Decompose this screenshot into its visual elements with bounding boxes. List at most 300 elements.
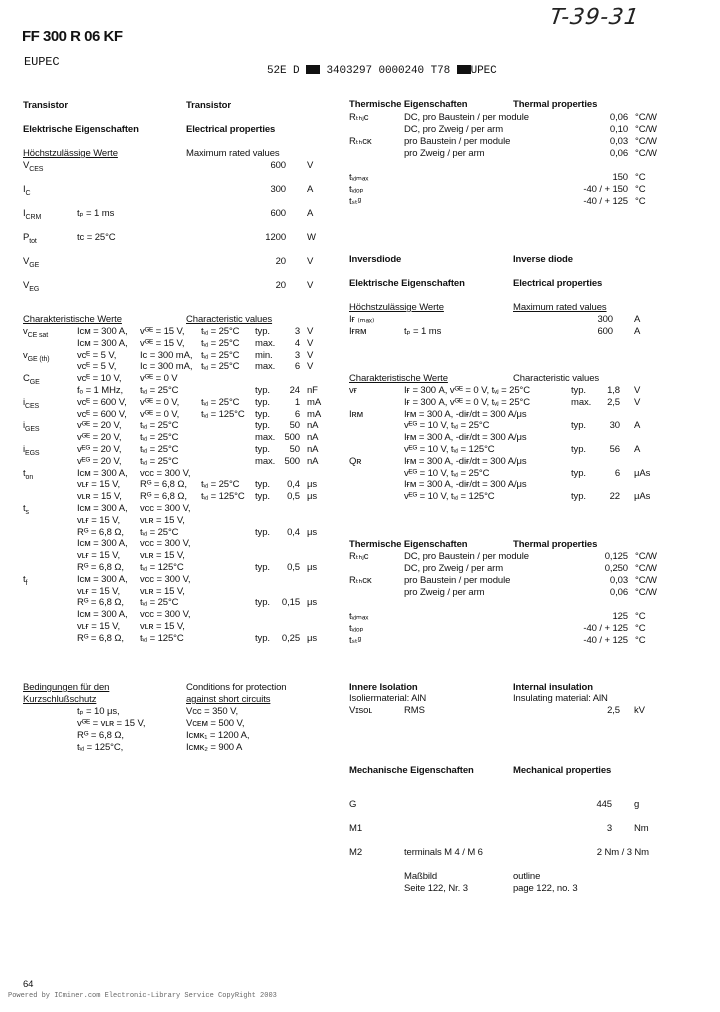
char-row-cond-1: vᴳᴱ = 20 V,	[77, 420, 122, 431]
char-row-symbol	[23, 326, 48, 341]
symbol-subscript: GE	[29, 378, 40, 386]
char-row-kind: max.	[255, 456, 276, 467]
isolation-title-en: Internal insulation	[513, 682, 593, 693]
symbol-subscript: CES	[29, 165, 44, 173]
thermal-row-description: DC, pro Zweig / per arm	[404, 124, 504, 135]
char-row-value: 1	[294, 397, 300, 408]
char-row-cond-1: Iᴄᴍ = 300 A,	[77, 326, 128, 337]
max-row-unit: A	[307, 208, 314, 219]
diode-elec-en: Electrical properties	[513, 278, 603, 289]
mechanical-row-value: 3	[606, 823, 612, 834]
char-row-unit: μs	[307, 479, 318, 490]
thermal-transistor-title-de: Thermische Eigenschaften	[349, 99, 468, 110]
diode-max-unit: A	[634, 314, 641, 325]
short-circuit-left: tₚ = 10 μs,	[77, 706, 120, 717]
page-ref-de: Seite 122, Nr. 3	[404, 883, 468, 894]
char-row-value: 50	[289, 420, 300, 431]
char-row-unit: V	[307, 338, 314, 349]
char-row-cond-2: vᴄᴄ = 300 V,	[140, 468, 191, 479]
char-row-cond-1: Rᴳ = 6,8 Ω,	[77, 562, 124, 573]
char-row-value: 6	[294, 409, 300, 420]
char-row-cond-2: tᵥⱼ = 125°C	[140, 633, 184, 644]
char-row-cond-3: tᵥⱼ = 25°C	[201, 361, 240, 372]
char-row-cond-1: vᴱᴳ = 20 V,	[77, 444, 122, 455]
diode-char-condition: Iғᴍ = 300 A, -diғ/dt = 300 A/μs	[404, 479, 527, 490]
char-row-cond-3: tᵥⱼ = 25°C	[201, 338, 240, 349]
char-row-value: 500	[284, 456, 300, 467]
max-row-unit: V	[307, 280, 314, 291]
char-row-cond-1: vᴱᴳ = 20 V,	[77, 456, 122, 467]
barcode-block-icon	[306, 65, 320, 74]
char-row-kind: typ.	[255, 444, 270, 455]
diode-char-condition: vᴱᴳ = 10 V, tᵥⱼ = 25°C	[404, 420, 490, 431]
symbol-subscript: EG	[29, 285, 40, 293]
max-row-unit: V	[307, 256, 314, 267]
char-row-cond-1: vʟʀ = 15 V,	[77, 491, 122, 502]
thermal-diode-title-en: Thermal properties	[513, 539, 598, 550]
char-row-cond-2: tᵥⱼ = 25°C	[140, 456, 179, 467]
diode-max-symbol: Iғʀᴍ	[349, 326, 367, 337]
outline-en: outline	[513, 871, 541, 882]
diode-char-kind: typ.	[571, 444, 586, 455]
diode-char-condition: vᴱᴳ = 10 V, tᵥⱼ = 125°C	[404, 491, 495, 502]
max-row-value: 20	[275, 280, 286, 291]
char-row-cond-1: vᴄᴱ = 10 V,	[77, 373, 122, 384]
diode-char-symbol: Iʀᴍ	[349, 409, 364, 420]
char-row-symbol	[23, 420, 40, 435]
max-row-value: 300	[270, 184, 286, 195]
char-row-cond-1: vᴄᴱ = 600 V,	[77, 397, 127, 408]
symbol-base: P	[23, 232, 30, 243]
char-row-unit: μs	[307, 633, 318, 644]
diode-char-unit: μAs	[634, 468, 651, 479]
max-row-symbol	[23, 160, 43, 175]
diode-char-value: 1,8	[607, 385, 620, 396]
char-row-symbol	[23, 503, 29, 518]
char-row-cond-2: vʟʀ = 15 V,	[140, 621, 185, 632]
char-row-unit: V	[307, 350, 314, 361]
diode-char-value: 30	[609, 420, 620, 431]
char-row-cond-2: tᵥⱼ = 25°C	[140, 597, 179, 608]
transistor-title-de: Transistor	[23, 100, 68, 111]
copyright-footer: Powered by ICminer.com Electronic-Library Service CopyRight 2003	[8, 992, 277, 1000]
char-row-cond-2: vᴳᴱ = 0 V,	[140, 397, 180, 408]
symbol-base: t	[23, 503, 26, 514]
char-row-cond-2: Rᴳ = 6,8 Ω,	[140, 479, 187, 490]
isolation-condition: RMS	[404, 705, 425, 716]
isolation-title-de: Innere Isolation	[349, 682, 418, 693]
symbol-base: v	[23, 350, 28, 361]
symbol-subscript: CE sat	[27, 331, 49, 339]
diode-char-value: 56	[609, 444, 620, 455]
short-circuit-left: vᴳᴱ = vʟʀ = 15 V,	[77, 718, 146, 729]
thermal-row-symbol: Rₜₕᴄᴋ	[349, 575, 372, 586]
char-row-symbol	[23, 373, 40, 388]
char-row-value: 500	[284, 432, 300, 443]
thermal-diode-title-de: Thermische Eigenschaften	[349, 539, 468, 550]
char-row-cond-2: vᴳᴱ = 15 V,	[140, 326, 185, 337]
char-row-cond-2: Rᴳ = 6,8 Ω,	[140, 491, 187, 502]
thermal-row-description: DC, pro Baustein / per module	[404, 112, 529, 123]
max-row-unit: W	[307, 232, 316, 243]
char-row-cond-1: Rᴳ = 6,8 Ω,	[77, 597, 124, 608]
thermal-row-value: 0,06	[609, 587, 628, 598]
barcode-block-icon	[457, 65, 471, 74]
char-row-cond-2: tᵥⱼ = 25°C	[140, 432, 179, 443]
char-row-cond-1: Iᴄᴍ = 300 A,	[77, 503, 128, 514]
char-row-cond-1: vʟғ = 15 V,	[77, 515, 121, 526]
transistor-title-en: Transistor	[186, 100, 231, 111]
char-row-cond-1: Iᴄᴍ = 300 A,	[77, 468, 128, 479]
thermal-row-unit: °C/W	[635, 575, 657, 586]
thermal-row-unit: °C/W	[635, 551, 657, 562]
diode-char-unit: μAs	[634, 491, 651, 502]
transistor-max-en: Maximum rated values	[186, 148, 280, 159]
short-circuit-title-en-2: against short circuits	[186, 694, 271, 705]
short-circuit-title-en-1: Conditions for protection	[186, 682, 287, 693]
thermal-row-value: -40 / + 125	[583, 623, 628, 634]
max-row-value: 20	[275, 256, 286, 267]
transistor-char-de: Charakteristische Werte	[23, 314, 122, 325]
char-row-kind: typ.	[255, 397, 270, 408]
symbol-subscript: EGS	[25, 449, 40, 457]
max-row-condition: tₚ = 1 ms	[77, 208, 115, 219]
diode-max-value: 300	[597, 314, 613, 325]
char-row-cond-2: vᴄᴄ = 300 V,	[140, 574, 191, 585]
diode-char-kind: typ.	[571, 420, 586, 431]
short-circuit-right: Vᴄᴄ = 350 V,	[186, 706, 239, 717]
mechanical-row-unit: Nm	[634, 823, 649, 834]
char-row-kind: typ.	[255, 479, 270, 490]
thermal-row-symbol: Rₜₕᴄᴋ	[349, 136, 372, 147]
thermal-row-value: 0,250	[604, 563, 628, 574]
symbol-subscript: CRM	[25, 213, 42, 221]
mechanical-row-description: terminals M 4 / M 6	[404, 847, 483, 858]
mechanical-title-de: Mechanische Eigenschaften	[349, 765, 474, 776]
char-row-cond-1: vʟғ = 15 V,	[77, 621, 121, 632]
mechanical-row-symbol: M2	[349, 847, 362, 858]
diode-char-unit: A	[634, 444, 641, 455]
max-row-value: 600	[270, 160, 286, 171]
char-row-cond-1: Iᴄᴍ = 300 A,	[77, 609, 128, 620]
char-row-cond-1: vʟғ = 15 V,	[77, 550, 121, 561]
symbol-base: t	[23, 574, 26, 585]
char-row-cond-2: Iᴄ = 300 mA,	[140, 361, 193, 372]
thermal-row-symbol: tₛₜᵍ	[349, 196, 362, 207]
char-row-kind: typ.	[255, 597, 270, 608]
char-row-value: 0,4	[287, 527, 300, 538]
char-row-cond-1: Rᴳ = 6,8 Ω,	[77, 527, 124, 538]
symbol-base: i	[23, 397, 26, 408]
diode-char-condition: Iғ = 300 A, vᴳᴱ = 0 V, tᵥⱼ = 25°C	[404, 397, 530, 408]
char-row-cond-1: Iᴄᴍ = 300 A,	[77, 574, 128, 585]
thermal-row-value: 0,125	[604, 551, 628, 562]
char-row-kind: typ.	[255, 420, 270, 431]
mechanical-row-value: 445	[596, 799, 612, 810]
symbol-base: I	[23, 184, 26, 195]
short-circuit-left: tᵥⱼ = 125°C,	[77, 742, 124, 753]
mechanical-row-value: 2 Nm / 3 Nm	[596, 847, 649, 858]
char-row-value: 6	[294, 361, 300, 372]
diode-char-value: 2,5	[607, 397, 620, 408]
thermal-row-symbol: tₛₜᵍ	[349, 635, 362, 646]
diode-char-condition: Iғ = 300 A, vᴳᴱ = 0 V, tᵥⱼ = 25°C	[404, 385, 530, 396]
char-row-cond-2: vᴄᴄ = 300 V,	[140, 538, 191, 549]
diode-char-condition: vᴱᴳ = 10 V, tᵥⱼ = 125°C	[404, 444, 495, 455]
symbol-base: i	[23, 444, 26, 455]
char-row-kind: max.	[255, 338, 276, 349]
diode-char-kind: typ.	[571, 385, 586, 396]
max-row-value: 1200	[265, 232, 286, 243]
diode-char-condition: Iғᴍ = 300 A, -diғ/dt = 300 A/μs	[404, 456, 527, 467]
scan-code-number: 3403297 0000240 T78	[326, 65, 451, 77]
symbol-subscript: on	[25, 473, 34, 481]
thermal-transistor-title-en: Thermal properties	[513, 99, 598, 110]
diode-char-unit: V	[634, 397, 641, 408]
short-circuit-left: Rᴳ = 6,8 Ω,	[77, 730, 124, 741]
diode-char-condition: Iғᴍ = 300 A, -diғ/dt = 300 A/μs	[404, 409, 527, 420]
char-row-cond-3: tᵥⱼ = 25°C	[201, 350, 240, 361]
diode-char-en: Characteristic values	[513, 373, 600, 384]
thermal-row-unit: °C	[635, 184, 646, 195]
symbol-base: V	[23, 280, 30, 291]
short-circuit-right: Iᴄᴍᴋ₁ = 1200 A,	[186, 730, 250, 741]
char-row-unit: nA	[307, 456, 319, 467]
char-row-kind: min.	[255, 350, 273, 361]
diode-char-unit: V	[634, 385, 641, 396]
char-row-value: 0,4	[287, 479, 300, 490]
thermal-row-value: -40 / + 150	[583, 184, 628, 195]
char-row-kind: typ.	[255, 385, 270, 396]
symbol-base: I	[23, 208, 26, 219]
diode-char-symbol: Qʀ	[349, 456, 362, 467]
thermal-row-unit: °C	[635, 635, 646, 646]
manufacturer-logo: EUPEC	[24, 55, 60, 69]
diode-elec-de: Elektrische Eigenschaften	[349, 278, 465, 289]
thermal-row-unit: °C/W	[635, 563, 657, 574]
thermal-row-symbol: Rₜₕⱼᴄ	[349, 112, 369, 123]
diode-char-condition: vᴱᴳ = 10 V, tᵥⱼ = 25°C	[404, 468, 490, 479]
short-circuit-right: Iᴄᴍᴋ₂ = 900 A	[186, 742, 243, 753]
char-row-cond-3: tᵥⱼ = 25°C	[201, 479, 240, 490]
char-row-kind: max.	[255, 432, 276, 443]
max-row-symbol	[23, 256, 39, 271]
thermal-row-description: pro Zweig / per arm	[404, 587, 485, 598]
diode-char-value: 22	[609, 491, 620, 502]
char-row-kind: typ.	[255, 562, 270, 573]
char-row-cond-2: vʟʀ = 15 V,	[140, 586, 185, 597]
scan-code-brand: UPEC	[470, 65, 497, 77]
thermal-row-value: 0,10	[609, 124, 628, 135]
transistor-elec-en: Electrical properties	[186, 124, 276, 135]
char-row-value: 3	[294, 350, 300, 361]
char-row-cond-2: vᴳᴱ = 15 V,	[140, 338, 185, 349]
mechanical-row-symbol: G	[349, 799, 357, 810]
char-row-cond-3: tᵥⱼ = 25°C	[201, 397, 240, 408]
thermal-row-symbol: Rₜₕⱼᴄ	[349, 551, 369, 562]
char-row-symbol	[23, 574, 27, 589]
thermal-row-value: 125	[612, 611, 628, 622]
symbol-subscript: tot	[29, 237, 37, 245]
max-row-unit: A	[307, 184, 314, 195]
symbol-base: V	[23, 160, 30, 171]
isolation-unit: kV	[634, 705, 645, 716]
symbol-base: v	[23, 326, 28, 337]
char-row-cond-2: vᴄᴄ = 300 V,	[140, 503, 191, 514]
diode-char-de: Charakteristische Werte	[349, 373, 448, 384]
char-row-unit: nA	[307, 432, 319, 443]
transistor-max-de: Höchstzulässige Werte	[23, 148, 118, 159]
mechanical-row-unit: g	[634, 799, 640, 810]
char-row-cond-1: vʟғ = 15 V,	[77, 586, 121, 597]
outline-de: Maßbild	[404, 871, 438, 882]
char-row-cond-3: tᵥⱼ = 125°C	[201, 491, 245, 502]
diode-char-condition: Iғᴍ = 300 A, -diғ/dt = 300 A/μs	[404, 432, 527, 443]
char-row-unit: μs	[307, 491, 318, 502]
max-row-value: 600	[270, 208, 286, 219]
char-row-symbol	[23, 397, 39, 412]
thermal-row-unit: °C/W	[635, 136, 657, 147]
char-row-value: 0,15	[281, 597, 300, 608]
char-row-cond-2: tᵥⱼ = 25°C	[140, 385, 179, 396]
thermal-row-unit: °C	[635, 196, 646, 207]
diode-char-symbol: vғ	[349, 385, 358, 396]
diode-title-de: Inversdiode	[349, 254, 402, 265]
char-row-cond-1: vᴳᴱ = 20 V,	[77, 432, 122, 443]
thermal-row-value: -40 / + 125	[583, 196, 628, 207]
max-row-symbol	[23, 280, 39, 295]
thermal-row-description: pro Baustein / per module	[404, 575, 511, 586]
char-row-kind: typ.	[255, 527, 270, 538]
isolation-material-de: Isoliermaterial: AlN	[349, 693, 427, 704]
char-row-cond-2: vᴳᴱ = 0 V,	[140, 409, 180, 420]
isolation-value: 2,5	[607, 705, 620, 716]
diode-max-symbol: Iғ ₍ₘₐₓ₎	[349, 314, 375, 325]
char-row-symbol	[23, 350, 50, 365]
thermal-row-unit: °C	[635, 611, 646, 622]
thermal-row-symbol: tᵥⱼₘₐₓ	[349, 611, 369, 622]
diode-char-value: 6	[614, 468, 620, 479]
thermal-row-value: 0,06	[609, 112, 628, 123]
char-row-value: 0,5	[287, 562, 300, 573]
char-row-cond-2: tᵥⱼ = 125°C	[140, 562, 184, 573]
char-row-cond-1: vᴄᴱ = 5 V,	[77, 350, 117, 361]
char-row-value: 0,25	[281, 633, 300, 644]
diode-max-condition: tₚ = 1 ms	[404, 326, 442, 337]
char-row-kind: max.	[255, 361, 276, 372]
symbol-base: i	[23, 420, 26, 431]
short-circuit-title-de-2: Kurzschlußschutz	[23, 694, 97, 705]
char-row-kind: typ.	[255, 326, 270, 337]
short-circuit-title-de-1: Bedingungen für den	[23, 682, 110, 693]
char-row-unit: V	[307, 326, 314, 337]
symbol-subscript: CES	[25, 402, 40, 410]
symbol-subscript: GES	[25, 425, 40, 433]
thermal-row-unit: °C/W	[635, 124, 657, 135]
char-row-unit: V	[307, 361, 314, 372]
max-row-unit: V	[307, 160, 314, 171]
max-row-condition: tᴄ = 25°C	[77, 232, 116, 243]
symbol-subscript: GE (th)	[27, 355, 50, 363]
char-row-cond-2: Iᴄ = 300 mA,	[140, 350, 193, 361]
char-row-value: 0,5	[287, 491, 300, 502]
char-row-unit: nA	[307, 420, 319, 431]
char-row-cond-2: tᵥⱼ = 25°C	[140, 444, 179, 455]
char-row-cond-2: vᴳᴱ = 0 V	[140, 373, 178, 384]
thermal-row-description: DC, pro Zweig / per arm	[404, 563, 504, 574]
char-row-cond-1: vᴄᴱ = 5 V,	[77, 361, 117, 372]
scan-code	[267, 65, 497, 78]
transistor-elec-de: Elektrische Eigenschaften	[23, 124, 139, 135]
thermal-row-unit: °C/W	[635, 148, 657, 159]
char-row-kind: typ.	[255, 409, 270, 420]
diode-max-de: Höchstzulässige Werte	[349, 302, 444, 313]
char-row-value: 50	[289, 444, 300, 455]
char-row-cond-2: tᵥⱼ = 25°C	[140, 420, 179, 431]
char-row-symbol	[23, 444, 40, 459]
char-row-kind: typ.	[255, 633, 270, 644]
thermal-row-value: -40 / + 125	[583, 635, 628, 646]
max-row-symbol	[23, 184, 31, 199]
thermal-row-value: 0,06	[609, 148, 628, 159]
thermal-row-description: pro Zweig / per arm	[404, 148, 485, 159]
char-row-unit: μs	[307, 597, 318, 608]
char-row-cond-2: tᵥⱼ = 25°C	[140, 527, 179, 538]
thermal-row-value: 150	[612, 172, 628, 183]
char-row-cond-3: tᵥⱼ = 25°C	[201, 326, 240, 337]
thermal-row-symbol: tᵥⱼₒₚ	[349, 623, 364, 634]
diode-max-unit: A	[634, 326, 641, 337]
char-row-cond-2: vᴄᴄ = 300 V,	[140, 609, 191, 620]
thermal-row-value: 0,03	[609, 575, 628, 586]
symbol-base: t	[23, 468, 26, 479]
char-row-unit: nF	[307, 385, 318, 396]
diode-max-en: Maximum rated values	[513, 302, 607, 313]
diode-title-en: Inverse diode	[513, 254, 573, 265]
char-row-cond-2: vʟʀ = 15 V,	[140, 550, 185, 561]
char-row-value: 4	[294, 338, 300, 349]
symbol-base: C	[23, 373, 30, 384]
isolation-symbol: Vɪѕᴏʟ	[349, 705, 373, 716]
thermal-row-unit: °C/W	[635, 587, 657, 598]
scan-code-prefix: 52E D	[267, 65, 300, 77]
mechanical-row-symbol: M1	[349, 823, 362, 834]
char-row-cond-2: vʟʀ = 15 V,	[140, 515, 185, 526]
symbol-subscript: f	[25, 579, 28, 587]
max-row-symbol	[23, 208, 41, 223]
diode-char-kind: typ.	[571, 468, 586, 479]
char-row-unit: nA	[307, 444, 319, 455]
page-number: 64	[23, 979, 34, 990]
part-number: FF 300 R 06 KF	[22, 28, 123, 45]
char-row-unit: mA	[307, 397, 322, 408]
handwritten-reference: T-39-31	[548, 5, 641, 30]
thermal-row-description: pro Baustein / per module	[404, 136, 511, 147]
page-ref-en: page 122, no. 3	[513, 883, 578, 894]
char-row-symbol	[23, 468, 33, 483]
symbol-subscript: s	[25, 508, 29, 516]
char-row-cond-1: vᴄᴱ = 600 V,	[77, 409, 127, 420]
short-circuit-right: Vᴄᴇᴍ = 500 V,	[186, 718, 245, 729]
char-row-cond-1: fₒ = 1 MHz,	[77, 385, 124, 396]
thermal-row-symbol: tᵥⱼₘₐₓ	[349, 172, 369, 183]
symbol-subscript: C	[25, 189, 31, 197]
char-row-unit: mA	[307, 409, 322, 420]
thermal-row-unit: °C/W	[635, 112, 657, 123]
thermal-row-unit: °C	[635, 172, 646, 183]
diode-char-unit: A	[634, 420, 641, 431]
char-row-kind: typ.	[255, 491, 270, 502]
